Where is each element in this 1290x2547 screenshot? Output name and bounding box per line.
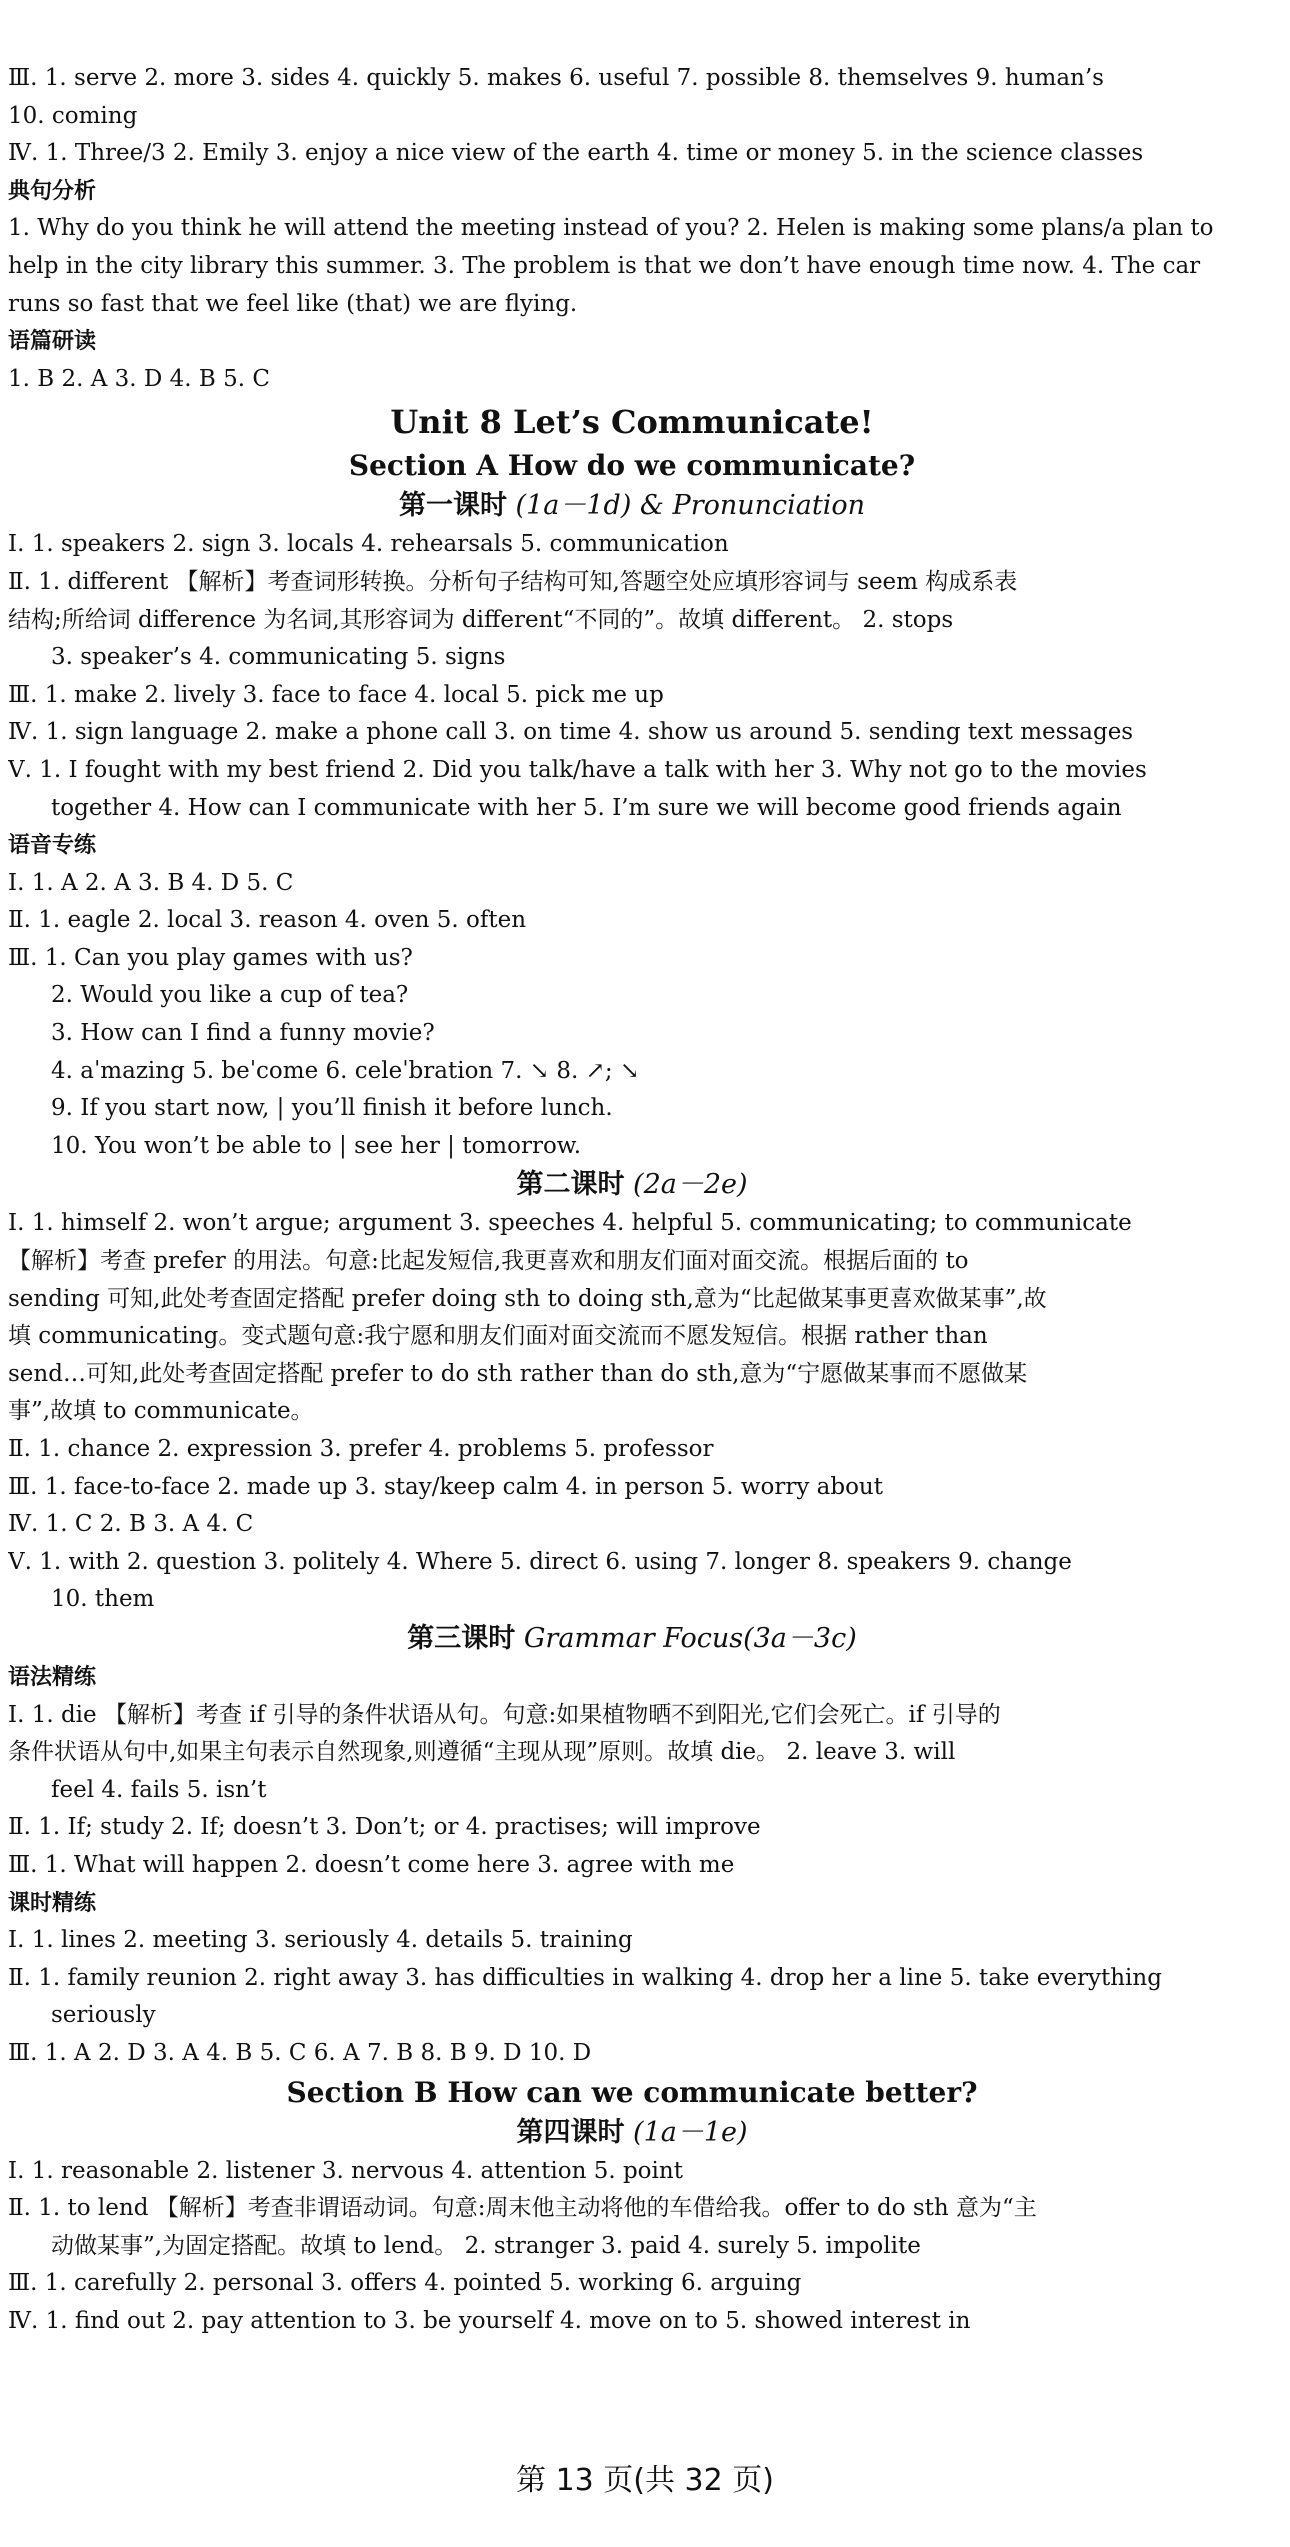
section-title: Section A How do we communicate? <box>348 449 916 483</box>
section-label: 语法精练 <box>8 1664 97 1690</box>
answer-line: 1. Why do you think he will attend the meeting instead of you? 2. Helen is making some plans/a plan to <box>8 215 1214 242</box>
answer-line: 条件状语从句中,如果主句表示自然现象,则遵循“主现从现”原则。故填 die。 2. leave 3. will <box>8 1739 956 1766</box>
answer-line: Ⅰ. 1. speakers 2. sign 3. locals 4. rehearsals 5. communication <box>8 531 729 558</box>
answer-line: Ⅰ. 1. lines 2. meeting 3. seriously 4. details 5. training <box>8 1927 633 1954</box>
answer-line: Ⅱ. 1. If; study 2. If; doesn’t 3. Don’t; or 4. practises; will improve <box>8 1814 761 1841</box>
answer-line: together 4. How can I communicate with her 5. I’m sure we will become good friends again <box>51 794 1122 821</box>
answer-line: 3. speaker’s 4. communicating 5. signs <box>51 644 506 671</box>
lesson-label: 第二课时 <box>516 1169 625 1201</box>
answer-line: sending 可知,此处考查固定搭配 prefer doing sth to doing sth,意为“比起做某事更喜欢做某事”,故 <box>8 1285 1047 1312</box>
answer-line: Ⅱ. 1. to lend 【解析】考查非谓语动词。句意:周末他主动将他的车借给我。offer to do sth 意为“主 <box>8 2195 1037 2222</box>
answer-line: 【解析】考查 prefer 的用法。句意:比起发短信,我更喜欢和朋友们面对面交流。根据后面的 to <box>8 1248 969 1275</box>
answer-line: 2. Would you like a cup of tea? <box>51 982 409 1009</box>
answer-line: seriously <box>51 2002 156 2029</box>
answer-line: 4. aˈmazing 5. beˈcome 6. celeˈbration 7. ↘ 8. ↗; ↘ <box>51 1057 640 1084</box>
answer-line: help in the city library this summer. 3. The problem is that we don’t have enough time now. 4. The car <box>8 252 1201 279</box>
answer-line: 结构;所给词 difference 为名词,其形容词为 different“不同的”。故填 different。 2. stops <box>8 606 954 633</box>
answer-line: Ⅲ. 1. A 2. D 3. A 4. B 5. C 6. A 7. B 8. B 9. D 10. D <box>8 2039 592 2066</box>
answer-line: Ⅲ. 1. serve 2. more 3. sides 4. quickly 5. makes 6. useful 7. possible 8. themselves 9. human’s <box>8 65 1104 91</box>
answer-line: Ⅰ. 1. himself 2. won’t argue; argument 3. speeches 4. helpful 5. communicating; to communicate <box>8 1210 1132 1237</box>
lesson-title <box>8 1619 1256 1659</box>
answer-line: feel 4. fails 5. isn’t <box>51 1776 267 1803</box>
answer-line: Ⅳ. 1. Three/3 2. Emily 3. enjoy a nice view of the earth 4. time or money 5. in the science classes <box>8 140 1144 167</box>
answer-line: Ⅴ. 1. I fought with my best friend 2. Did you talk/have a talk with her 3. Why not go to the movies <box>8 756 1147 783</box>
lesson-range: (2a－2e) <box>633 1169 748 1201</box>
answer-line: 事”,故填 to communicate。 <box>8 1398 314 1425</box>
answer-line: Ⅳ. 1. sign language 2. make a phone call 3. on time 4. show us around 5. sending text messages <box>8 719 1134 746</box>
section-title: Section B How can we communicate better? <box>286 2075 978 2109</box>
answer-line: 10. You won’t be able to | see her | tomorrow. <box>51 1132 582 1159</box>
answer-line: Ⅲ. 1. make 2. lively 3. face to face 4. local 5. pick me up <box>8 681 664 708</box>
unit-title: Unit 8 Let’s Communicate! <box>390 403 874 442</box>
answer-line: 填 communicating。变式题句意:我宁愿和朋友们面对面交流而不愿发短信。根据 rather than <box>8 1323 988 1350</box>
lesson-label: 第一课时 <box>398 490 507 522</box>
lesson-range: (1a－1e) <box>633 2116 748 2148</box>
answer-line: 10. them <box>51 1586 155 1613</box>
answer-line: 10. coming <box>8 102 138 129</box>
answer-line: Ⅲ. 1. face-to-face 2. made up 3. stay/keep calm 4. in person 5. worry about <box>8 1473 883 1500</box>
lesson-title <box>8 2113 1256 2153</box>
lesson-title <box>8 486 1256 526</box>
answer-line: Ⅲ. 1. carefully 2. personal 3. offers 4. pointed 5. working 6. arguing <box>8 2270 802 2297</box>
answer-line: Ⅱ. 1. chance 2. expression 3. prefer 4. problems 5. professor <box>8 1436 714 1462</box>
section-label: 语篇研读 <box>8 329 97 355</box>
answer-line: Ⅱ. 1. family reunion 2. right away 3. has difficulties in walking 4. drop her a line 5. take everything <box>8 1964 1162 1991</box>
answer-line: 9. If you start now, | you’ll finish it before lunch. <box>51 1095 613 1122</box>
answer-line: 3. How can I find a funny movie? <box>51 1020 435 1047</box>
lesson-range: Grammar Focus(3a－3c) <box>523 1622 857 1654</box>
answer-line: Ⅲ. 1. Can you play games with us? <box>8 944 413 971</box>
lesson-range: (1a－1d) & Pronunciation <box>515 490 866 522</box>
section-label: 语音专练 <box>8 833 97 859</box>
answer-line: Ⅳ. 1. C 2. B 3. A 4. C <box>8 1511 254 1538</box>
answer-line: Ⅰ. 1. A 2. A 3. B 4. D 5. C <box>8 869 294 896</box>
answer-line: Ⅲ. 1. What will happen 2. doesn’t come here 3. agree with me <box>8 1851 735 1878</box>
answer-line: runs so fast that we feel like (that) we are flying. <box>8 290 578 317</box>
lesson-title <box>8 1165 1256 1205</box>
answer-line: send…可知,此处考查固定搭配 prefer to do sth rather than do sth,意为“宁愿做某事而不愿做某 <box>8 1360 1028 1387</box>
answer-line: 1. B 2. A 3. D 4. B 5. C <box>8 365 270 392</box>
lesson-label: 第三课时 <box>407 1622 516 1654</box>
lesson-label: 第四课时 <box>516 2116 625 2148</box>
answer-line: Ⅴ. 1. with 2. question 3. politely 4. Where 5. direct 6. using 7. longer 8. speakers 9. change <box>8 1548 1072 1575</box>
answer-line: Ⅰ. 1. die 【解析】考查 if 引导的条件状语从句。句意:如果植物晒不到阳光,它们会死亡。if 引导的 <box>8 1701 1001 1728</box>
answer-line: 动做某事”,为固定搭配。故填 to lend。 2. stranger 3. paid 4. surely 5. impolite <box>51 2232 921 2259</box>
answer-line: Ⅱ. 1. eagle 2. local 3. reason 4. oven 5. often <box>8 907 527 934</box>
section-label: 典句分析 <box>8 178 97 204</box>
answer-line: Ⅳ. 1. find out 2. pay attention to 3. be yourself 4. move on to 5. showed interest in <box>8 2307 971 2334</box>
answer-line: Ⅰ. 1. reasonable 2. listener 3. nervous 4. attention 5. point <box>8 2157 683 2184</box>
section-label: 课时精练 <box>8 1890 97 1916</box>
answer-line: Ⅱ. 1. different 【解析】考查词形转换。分析句子结构可知,答题空处应填形容词与 seem 构成系表 <box>8 568 1018 595</box>
page-number: 第 13 页(共 32 页) <box>516 2463 774 2498</box>
